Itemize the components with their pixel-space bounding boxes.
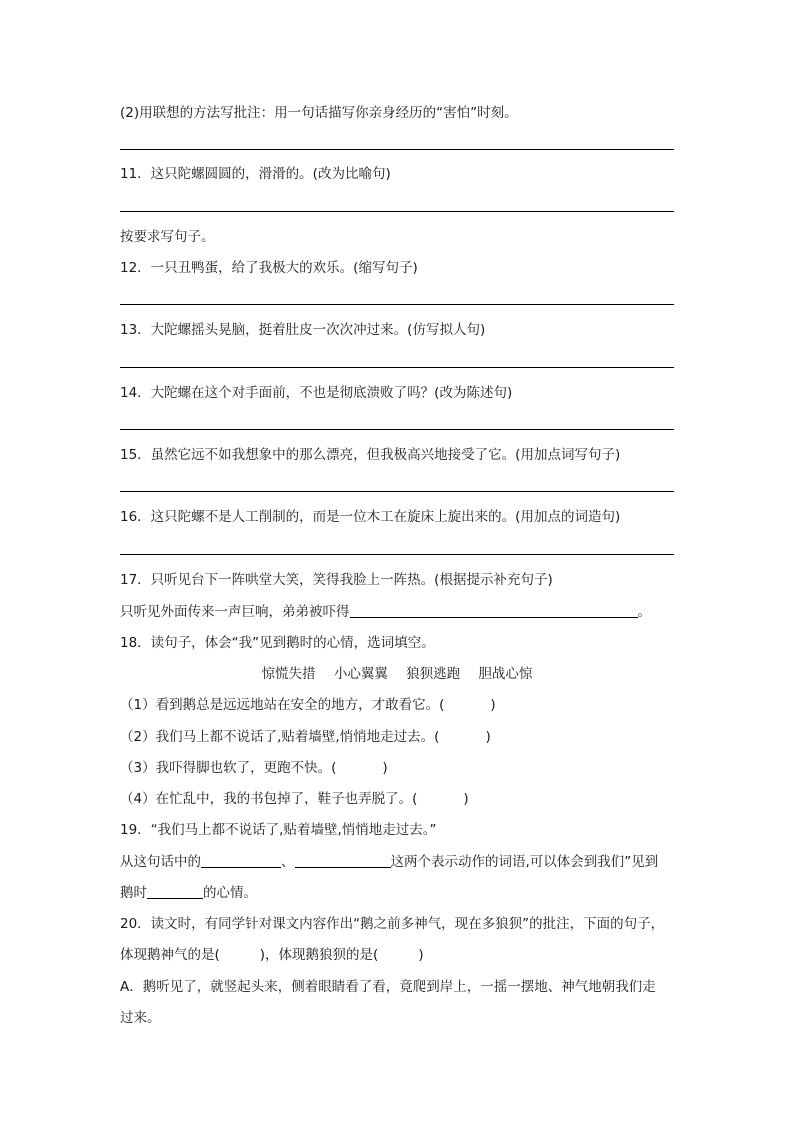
- answer-line-16[interactable]: [120, 554, 674, 555]
- question-18-item-3: [120, 758, 388, 778]
- question-18-item-4: [120, 789, 469, 809]
- q20-text-c: ): [418, 947, 424, 963]
- question-12: 12．一只丑鸭蛋，给了我极大的欢乐。(缩写句子): [120, 260, 418, 276]
- question-17: 17．只听见台下一阵哄堂大笑，笑得我脸上一阵热。(根据提示补充句子): [120, 572, 553, 588]
- word-bank: [0, 664, 794, 684]
- q19-text-b: 、: [281, 854, 295, 870]
- answer-paren-blank[interactable]: [439, 729, 485, 743]
- question-19: 19．“我们马上都不说话了,贴着墙壁,悄悄地走过去。”: [120, 822, 437, 838]
- answer-paren-blank[interactable]: [444, 697, 490, 711]
- q20-text-b: )，体现鹅狼狈的是(: [259, 947, 379, 963]
- q19-blank-1[interactable]: [201, 853, 281, 868]
- item-text: （1）看到鹅总是远远地站在安全的地方，才敢看它。(: [120, 697, 445, 713]
- q19-blank-3[interactable]: [147, 884, 203, 899]
- q17-suffix: 。: [637, 604, 651, 620]
- q17-prefix: 只听见外面传来一声巨响，弟弟被吓得: [120, 604, 350, 620]
- question-18: 18．读句子，体会“我”见到鹅时的心情，选词填空。: [120, 635, 435, 651]
- question-20-line-2: [120, 945, 424, 965]
- question-10-2: (2)用联想的方法写批注：用一句话描写你亲身经历的“害怕”时刻。: [120, 105, 518, 121]
- item-text: （4）在忙乱中，我的书包掉了，鞋子也弄脱了。(: [120, 791, 418, 807]
- option-a-line-2: 过来。: [120, 1010, 161, 1026]
- word-bank-item: 小心翼翼: [333, 666, 388, 682]
- question-15: 15．虽然它远不如我想象中的那么漂亮，但我极高兴地接受了它。(用加点词写句子): [120, 447, 621, 463]
- question-17-fill: [120, 602, 651, 622]
- close-paren: ): [463, 791, 469, 807]
- answer-line-13[interactable]: [120, 367, 674, 368]
- question-11: 11．这只陀螺圆圆的，滑滑的。(改为比喻句): [120, 166, 391, 182]
- answer-line-14[interactable]: [120, 429, 674, 430]
- answer-paren-blank[interactable]: [417, 791, 463, 805]
- close-paren: ): [382, 760, 388, 776]
- q19-text-a: 从这句话中的: [120, 854, 201, 870]
- option-a-line-1: A．鹅听见了，就竖起头来，侧着眼睛看了看，竟爬到岸上，一摇一摆地、神气地朝我们走: [120, 979, 656, 995]
- word-bank-item: 惊慌失措: [261, 666, 316, 682]
- item-text: （2）我们马上都不说话了,贴着墙壁,悄悄地走过去。(: [120, 729, 440, 745]
- section-intro: 按要求写句子。: [120, 229, 215, 245]
- answer-line-12[interactable]: [120, 304, 674, 305]
- answer-line-11[interactable]: [120, 211, 674, 212]
- q17-blank[interactable]: [350, 603, 638, 618]
- q19-text-e: 的心情。: [203, 885, 257, 901]
- q19-text-c: 这两个表示动作的词语,可以体会到我们”见到: [390, 854, 659, 870]
- question-20-line-1: 20．读文时，有同学针对课文内容作出“鹅之前多神气，现在多狼狈”的批注，下面的句子，: [120, 916, 665, 932]
- question-13: 13．大陀螺摇头晃脑，挺着肚皮一次次冲过来。(仿写拟人句): [120, 322, 486, 338]
- question-18-item-1: [120, 695, 496, 715]
- word-bank-item: 胆战心惊: [478, 666, 533, 682]
- question-14: 14．大陀螺在这个对手面前，不也是彻底溃败了吗？(改为陈述句): [120, 385, 513, 401]
- q20-text-a: 体现鹅神气的是(: [120, 947, 220, 963]
- question-19-line-1: [120, 852, 658, 872]
- question-19-line-2: [120, 883, 257, 903]
- item-text: （3）我吓得脚也软了，更跑不快。(: [120, 760, 337, 776]
- close-paren: ): [485, 729, 491, 745]
- question-16: 16．这只陀螺不是人工削制的，而是一位木工在旋床上旋出来的。(用加点的词造句): [120, 509, 621, 525]
- close-paren: ): [490, 697, 496, 713]
- q19-blank-2[interactable]: [295, 853, 391, 868]
- answer-paren-blank[interactable]: [336, 760, 382, 774]
- q20-blank-2[interactable]: [378, 947, 418, 961]
- q19-text-d: 鹅时: [120, 885, 147, 901]
- q20-blank-1[interactable]: [220, 947, 260, 961]
- question-18-item-2: [120, 727, 491, 747]
- word-bank-item: 狼狈逃跑: [406, 666, 461, 682]
- answer-line-10-2[interactable]: [120, 149, 674, 150]
- answer-line-15[interactable]: [120, 491, 674, 492]
